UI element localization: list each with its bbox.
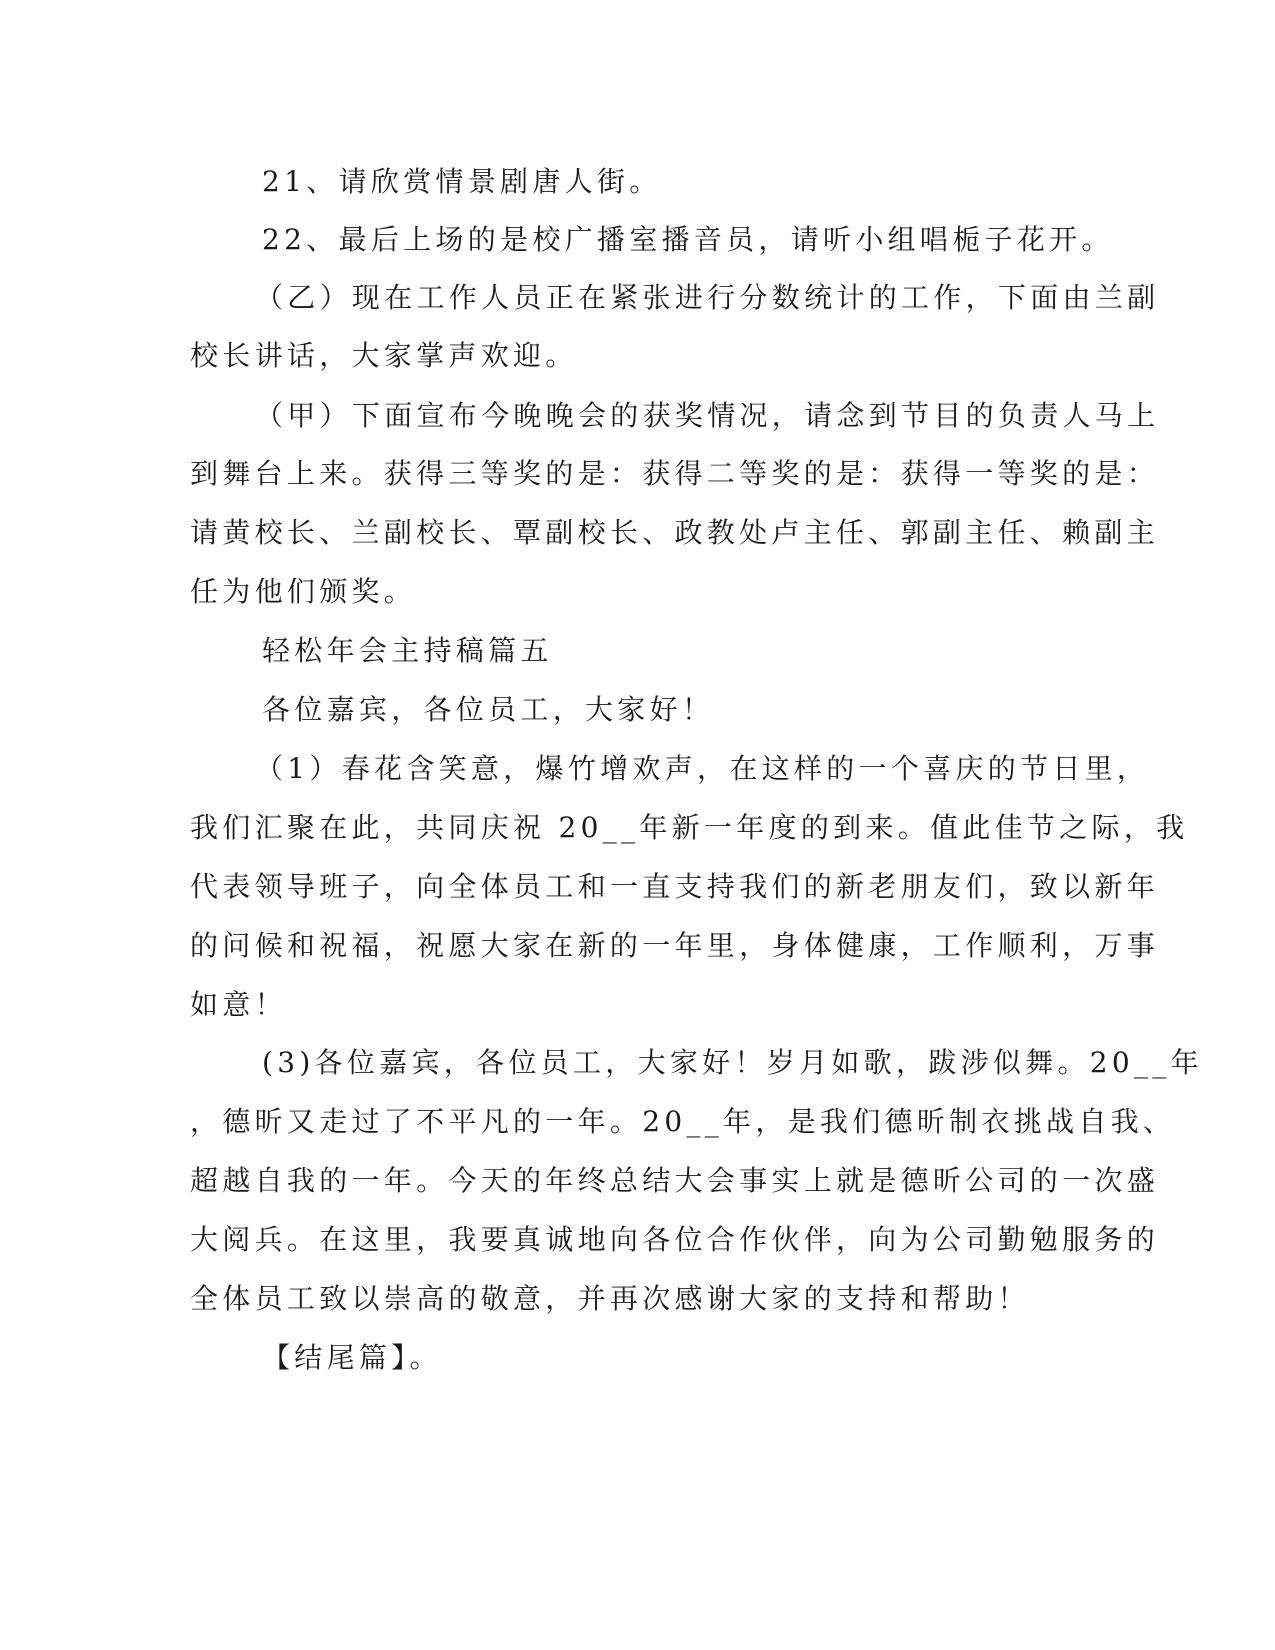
text-line: 的问候和祝福，祝愿大家在新的一年里，身体健康，工作顺利，万事 xyxy=(190,929,1160,962)
text-line: 如意！ xyxy=(190,988,287,1021)
text-line: ，德昕又走过了不平凡的一年。20__年，是我们德昕制衣挑战自我、 xyxy=(190,1105,1176,1138)
text-line: 21、请欣赏情景剧唐人街。 xyxy=(262,165,662,198)
text-line: （1）春花含笑意，爆竹增欢声，在这样的一个喜庆的节日里， xyxy=(255,752,1150,785)
text-line: 校长讲话，大家掌声欢迎。 xyxy=(190,339,578,372)
text-line: 请黄校长、兰副校长、覃副校长、政教处卢主任、郭副主任、赖副主 xyxy=(190,516,1160,549)
text-line: （乙）现在工作人员正在紧张进行分数统计的工作，下面由兰副 xyxy=(255,281,1160,314)
text-line: （甲）下面宣布今晚晚会的获奖情况，请念到节目的负责人马上 xyxy=(255,399,1160,432)
text-line: (3)各位嘉宾，各位员工，大家好！岁月如歌，跋涉似舞。20__年 xyxy=(262,1046,1203,1079)
text-line: 超越自我的一年。今天的年终总结大会事实上就是德昕公司的一次盛 xyxy=(190,1164,1160,1197)
section-heading: 【结尾篇】。 xyxy=(262,1341,442,1374)
text-line: 22、最后上场的是校广播室播音员，请听小组唱栀子花开。 xyxy=(262,223,1114,256)
text-line: 到舞台上来。获得三等奖的是：获得二等奖的是：获得一等奖的是： xyxy=(190,457,1160,490)
text-line: 代表领导班子，向全体员工和一直支持我们的新老朋友们，致以新年 xyxy=(190,870,1160,903)
text-line: 大阅兵。在这里，我要真诚地向各位合作伙伴，向为公司勤勉服务的 xyxy=(190,1223,1160,1256)
text-line: 各位嘉宾，各位员工，大家好！ xyxy=(262,693,715,726)
section-heading: 轻松年会主持稿篇五 xyxy=(262,634,553,667)
text-line: 我们汇聚在此，共同庆祝 20__年新一年度的到来。值此佳节之际，我 xyxy=(190,811,1189,844)
text-line: 全体员工致以崇高的敬意，并再次感谢大家的支持和帮助！ xyxy=(190,1282,1030,1315)
text-line: 任为他们颁奖。 xyxy=(190,575,417,608)
